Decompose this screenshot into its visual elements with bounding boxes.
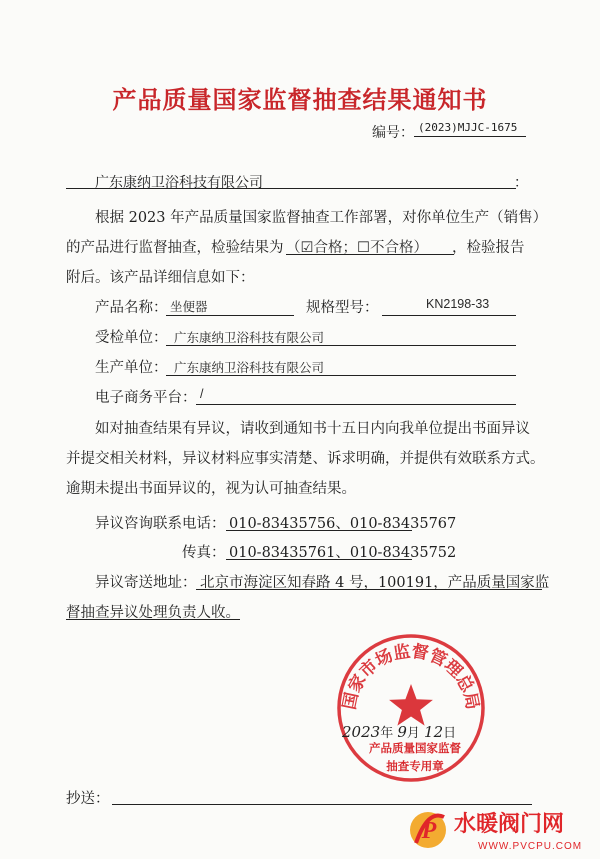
ecommerce-underline	[196, 404, 516, 405]
phone-value: 010-83435756、010-83435767	[229, 516, 457, 532]
fax-label: 传真：	[182, 545, 226, 561]
body-line-3: 附后。该产品详细信息如下：	[66, 270, 255, 286]
model-underline	[382, 315, 516, 316]
fax-value: 010-83435761、010-83435752	[229, 545, 457, 561]
objection-line-2: 并提交相关材料，异议材料应事实清楚、诉求明确，并提供有效联系方式。	[66, 451, 545, 467]
product-name-value: 坐便器	[170, 300, 208, 314]
seal-star-icon	[389, 684, 433, 726]
serial-label: 编号：	[372, 125, 414, 141]
inspected-unit-underline	[166, 345, 516, 346]
issue-month: 9	[397, 723, 407, 741]
address-line-1: 北京市海淀区知春路 4 号，100191，产品质量国家监	[200, 575, 550, 591]
product-name-underline	[166, 315, 294, 316]
recipient-company: 广东康纳卫浴科技有限公司	[95, 174, 263, 190]
issue-year: 2023	[342, 723, 381, 741]
issue-date	[342, 722, 456, 741]
fax-underline	[226, 559, 412, 560]
cc-label: 抄送：	[66, 791, 110, 807]
official-seal	[335, 632, 487, 784]
serial-number: (2023)MJJC-1675	[418, 121, 518, 134]
inspected-unit-label: 受检单位：	[95, 330, 168, 346]
issue-month-suffix: 月	[406, 726, 420, 741]
address-line-2: 督抽查异议处理负责人收。	[66, 605, 240, 621]
producer-underline	[166, 375, 516, 376]
body-line-2-pre: 的产品进行监督抽查，检验结果为	[66, 240, 284, 256]
watermark-url: WWW.PVCPU.COM	[478, 841, 583, 852]
seal-inner-line-2: 抽查专用章	[386, 761, 444, 773]
phone-underline	[226, 530, 412, 531]
inspected-unit-value: 广东康纳卫浴科技有限公司	[174, 331, 325, 345]
model-value: KN2198-33	[426, 297, 490, 311]
producer-value: 广东康纳卫浴科技有限公司	[174, 361, 325, 375]
issue-year-suffix: 年	[380, 726, 394, 741]
inspection-result: （☑合格；☐不合格）	[286, 240, 428, 256]
ecommerce-value: /	[200, 387, 204, 401]
product-name-label: 产品名称：	[95, 300, 168, 316]
document-title: 产品质量国家监督抽查结果通知书	[112, 85, 488, 114]
seal-inner-line-1: 产品质量国家监督	[369, 743, 461, 755]
model-label: 规格型号：	[306, 300, 379, 316]
phone-label: 异议咨询联系电话：	[95, 516, 226, 532]
objection-line-3: 逾期未提出书面异议的，视为认可抽查结果。	[66, 481, 356, 497]
address-label: 异议寄送地址：	[95, 575, 197, 591]
logo-letter: P	[421, 818, 437, 844]
body-line-2-post: ，检验报告	[452, 240, 525, 256]
seal-ring-text: 国家市场监督管理总局	[339, 641, 483, 712]
address-underline-1	[196, 589, 542, 590]
issue-day-suffix: 日	[443, 726, 457, 741]
site-watermark-logo	[408, 805, 598, 855]
address-underline-2	[66, 619, 240, 620]
watermark-site-name: 水暖阀门网	[454, 811, 565, 836]
recipient-colon: ：	[514, 175, 528, 191]
objection-line-1: 如对抽查结果有异议，请收到通知书十五日内向我单位提出书面异议	[95, 421, 530, 437]
recipient-underline	[66, 188, 516, 189]
ecommerce-label: 电子商务平台：	[95, 390, 197, 406]
producer-label: 生产单位：	[95, 360, 168, 376]
body-line-1: 根据 2023 年产品质量国家监督抽查工作部署，对你单位生产（销售）	[95, 210, 548, 226]
result-underline	[286, 254, 454, 255]
serial-underline	[414, 136, 526, 137]
issue-day: 12	[424, 723, 444, 741]
